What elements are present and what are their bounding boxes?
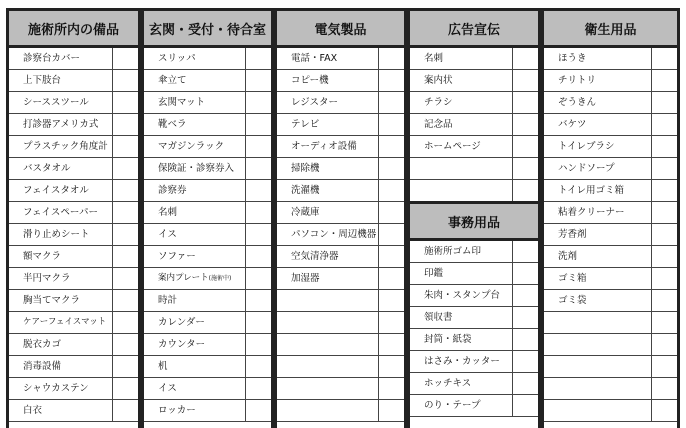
checkbox-cell[interactable] xyxy=(378,334,404,355)
item-label: ケアーフェイスマット xyxy=(23,317,107,327)
checkbox-cell[interactable] xyxy=(512,263,538,284)
checkbox-cell[interactable] xyxy=(378,224,404,245)
list-item xyxy=(410,285,538,307)
list-item xyxy=(9,92,138,114)
list-item xyxy=(277,246,404,268)
checkbox-cell[interactable] xyxy=(512,241,538,262)
list-item xyxy=(544,224,677,246)
item-label: 掃除機 xyxy=(291,163,320,174)
checkbox-cell[interactable] xyxy=(651,202,677,223)
item-label: バケツ xyxy=(558,119,587,130)
checkbox-cell[interactable] xyxy=(378,268,404,289)
item-label: シャウカステン xyxy=(23,383,89,394)
item-label: ゴミ袋 xyxy=(558,295,587,306)
item-label: 朱肉・スタンプ台 xyxy=(424,290,501,301)
list-item xyxy=(144,246,271,268)
list-item xyxy=(144,48,271,70)
list-item xyxy=(9,202,138,224)
item-label: 加湿器 xyxy=(291,273,320,284)
list-item xyxy=(9,224,138,246)
checkbox-cell[interactable] xyxy=(112,290,138,311)
checkbox-cell[interactable] xyxy=(245,224,271,245)
checkbox-cell[interactable] xyxy=(651,268,677,289)
checkbox-cell[interactable] xyxy=(112,400,138,421)
item-label: イス xyxy=(158,229,177,240)
item-label: 空気清浄器 xyxy=(291,251,339,262)
checkbox-cell[interactable] xyxy=(245,114,271,135)
checkbox-cell[interactable] xyxy=(651,356,677,377)
item-label: 領収書 xyxy=(424,312,453,323)
section-title: 広告宣伝 xyxy=(410,8,538,48)
checkbox-cell[interactable] xyxy=(378,92,404,113)
item-label: 芳香剤 xyxy=(558,229,587,240)
list-item xyxy=(144,356,271,378)
item-label: トイレブラシ xyxy=(558,141,615,152)
checkbox-cell[interactable] xyxy=(512,351,538,372)
list-item xyxy=(544,378,677,400)
list-item xyxy=(544,48,677,70)
item-label: 診察台カバー xyxy=(23,53,81,64)
item-label: 上下肢台 xyxy=(23,75,62,86)
list-item xyxy=(277,180,404,202)
list-item xyxy=(144,114,271,136)
list-item xyxy=(277,268,404,290)
item-label: 封筒・紙袋 xyxy=(424,334,472,345)
list-item xyxy=(277,312,404,334)
list-item xyxy=(144,224,271,246)
checkbox-cell[interactable] xyxy=(651,224,677,245)
list-item xyxy=(410,351,538,373)
checkbox-cell[interactable] xyxy=(378,202,404,223)
checkbox-cell[interactable] xyxy=(651,70,677,91)
list-item xyxy=(144,92,271,114)
checkbox-cell[interactable] xyxy=(245,92,271,113)
list-item xyxy=(277,136,404,158)
list-item xyxy=(144,136,271,158)
list-item xyxy=(410,48,538,70)
item-label: シーススツール xyxy=(23,97,89,108)
list-item xyxy=(144,158,271,180)
checkbox-cell[interactable] xyxy=(378,158,404,179)
list-item xyxy=(544,202,677,224)
checkbox-cell[interactable] xyxy=(512,48,538,69)
item-label: 診察券 xyxy=(158,185,187,196)
checkbox-cell[interactable] xyxy=(112,92,138,113)
checkbox-cell[interactable] xyxy=(378,356,404,377)
checkbox-cell[interactable] xyxy=(112,334,138,355)
checkbox-cell[interactable] xyxy=(245,158,271,179)
checkbox-cell[interactable] xyxy=(512,114,538,135)
list-item xyxy=(410,180,538,202)
list-item xyxy=(277,356,404,378)
item-label: 傘立て xyxy=(158,75,187,86)
checkbox-cell[interactable] xyxy=(245,136,271,157)
list-item xyxy=(144,290,271,312)
checkbox-cell[interactable] xyxy=(651,290,677,311)
checkbox-cell[interactable] xyxy=(651,180,677,201)
checkbox-cell[interactable] xyxy=(245,180,271,201)
checkbox-cell[interactable] xyxy=(512,329,538,350)
checkbox-cell[interactable] xyxy=(112,224,138,245)
checkbox-cell[interactable] xyxy=(245,246,271,267)
list-item xyxy=(144,334,271,356)
list-item xyxy=(9,312,138,334)
item-label: 時計 xyxy=(158,295,178,306)
checkbox-cell[interactable] xyxy=(245,70,271,91)
checkbox-cell[interactable] xyxy=(112,312,138,333)
checkbox-cell[interactable] xyxy=(651,246,677,267)
checkbox-cell[interactable] xyxy=(112,180,138,201)
item-label: 打診器アメリカ式 xyxy=(23,119,99,130)
checkbox-cell[interactable] xyxy=(112,48,138,69)
checkbox-cell[interactable] xyxy=(512,180,538,201)
checkbox-cell[interactable] xyxy=(378,136,404,157)
checkbox-cell[interactable] xyxy=(512,395,538,416)
checkbox-cell[interactable] xyxy=(512,373,538,394)
checkbox-cell[interactable] xyxy=(378,312,404,333)
checkbox-cell[interactable] xyxy=(651,378,677,399)
item-label: 記念品 xyxy=(424,119,453,130)
checkbox-cell[interactable] xyxy=(651,334,677,355)
checkbox-cell[interactable] xyxy=(112,378,138,399)
item-label: 洗濯機 xyxy=(291,185,320,196)
list-item xyxy=(410,263,538,285)
checkbox-cell[interactable] xyxy=(112,246,138,267)
section-advertising xyxy=(407,8,541,428)
checkbox-cell[interactable] xyxy=(112,158,138,179)
checkbox-cell[interactable] xyxy=(112,268,138,289)
list-item xyxy=(277,48,404,70)
item-label: カウンター xyxy=(158,339,206,350)
section-title: 施術所内の備品 xyxy=(9,8,138,48)
list-item xyxy=(9,246,138,268)
checkbox-cell[interactable] xyxy=(112,202,138,223)
item-label: 名刺 xyxy=(424,53,444,64)
checkbox-cell[interactable] xyxy=(512,92,538,113)
list-item xyxy=(544,290,677,312)
section-title: 衛生用品 xyxy=(544,8,677,48)
item-label: ハンドソープ xyxy=(558,163,615,174)
list-item xyxy=(544,334,677,356)
list-item xyxy=(9,180,138,202)
section-facility xyxy=(6,8,141,428)
list-item xyxy=(277,114,404,136)
item-label: 靴ベラ xyxy=(158,119,187,130)
list-item xyxy=(277,202,404,224)
checkbox-cell[interactable] xyxy=(378,70,404,91)
checkbox-cell[interactable] xyxy=(512,158,538,179)
list-item xyxy=(544,70,677,92)
item-label: イス xyxy=(158,383,177,394)
item-label: プラスチック角度計 xyxy=(23,141,108,152)
item-label: レジスター xyxy=(291,97,338,108)
item-label: 施術所ゴム印 xyxy=(424,246,482,257)
item-label: 電話・FAX xyxy=(291,53,338,64)
item-label: ホームページ xyxy=(424,141,481,152)
list-item xyxy=(544,136,677,158)
item-label: バスタオル xyxy=(23,163,71,174)
checkbox-cell[interactable] xyxy=(651,312,677,333)
item-label: 机 xyxy=(158,361,168,372)
item-label: 白衣 xyxy=(23,405,43,416)
checkbox-cell[interactable] xyxy=(512,307,538,328)
list-item xyxy=(544,246,677,268)
list-item xyxy=(144,202,271,224)
list-item xyxy=(544,180,677,202)
checkbox-cell[interactable] xyxy=(378,114,404,135)
item-label: ほうき xyxy=(558,53,587,64)
list-item xyxy=(410,329,538,351)
item-label: 半円マクラ xyxy=(23,273,71,284)
list-item xyxy=(544,114,677,136)
list-item xyxy=(410,373,538,395)
section-title: 事務用品 xyxy=(410,201,538,241)
item-label: 脱衣カゴ xyxy=(23,339,62,350)
checkbox-cell[interactable] xyxy=(245,378,271,399)
item-label: 胸当てマクラ xyxy=(23,295,81,306)
checkbox-cell[interactable] xyxy=(651,136,677,157)
item-label: 粘着クリーナー xyxy=(558,207,625,218)
item-label: トイレ用ゴミ箱 xyxy=(558,185,625,196)
item-label: 滑り止めシート xyxy=(23,229,90,240)
checkbox-cell[interactable] xyxy=(245,48,271,69)
checkbox-cell[interactable] xyxy=(112,136,138,157)
checkbox-cell[interactable] xyxy=(245,202,271,223)
list-item xyxy=(9,378,138,400)
item-label: 保険証・診察券入 xyxy=(158,163,235,174)
item-label: ゴミ箱 xyxy=(558,273,587,284)
checkbox-cell[interactable] xyxy=(378,378,404,399)
list-item xyxy=(9,158,138,180)
checkbox-cell[interactable] xyxy=(112,70,138,91)
checkbox-cell[interactable] xyxy=(378,48,404,69)
list-item xyxy=(9,70,138,92)
list-item xyxy=(9,356,138,378)
list-item xyxy=(544,268,677,290)
list-item xyxy=(544,356,677,378)
item-label: 案内プレート(施術中) xyxy=(158,273,232,283)
list-item xyxy=(410,395,538,417)
list-item xyxy=(277,378,404,400)
section-title: 電気製品 xyxy=(277,8,404,48)
list-item xyxy=(544,92,677,114)
item-label: チリトリ xyxy=(558,75,597,86)
item-label: オーディオ設備 xyxy=(291,141,357,152)
checkbox-cell[interactable] xyxy=(512,285,538,306)
checkbox-cell[interactable] xyxy=(245,334,271,355)
item-label: マガジンラック xyxy=(158,141,225,152)
list-item xyxy=(144,70,271,92)
list-item xyxy=(410,70,538,92)
list-item xyxy=(410,307,538,329)
section-title: 玄関・受付・待合室 xyxy=(144,8,271,48)
item-label: テレビ xyxy=(291,119,320,130)
section-electric xyxy=(274,8,407,428)
checkbox-cell[interactable] xyxy=(245,356,271,377)
list-item xyxy=(9,136,138,158)
item-label: ホッチキス xyxy=(424,378,472,389)
checkbox-cell[interactable] xyxy=(512,70,538,91)
checkbox-cell[interactable] xyxy=(245,400,271,421)
checkbox-cell[interactable] xyxy=(378,400,404,421)
checkbox-cell[interactable] xyxy=(245,290,271,311)
item-label: ロッカー xyxy=(158,405,196,416)
list-item xyxy=(277,334,404,356)
list-item xyxy=(410,158,538,180)
list-item xyxy=(9,290,138,312)
item-label: カレンダー xyxy=(158,317,205,328)
item-label: フェイスペーパー xyxy=(23,207,98,218)
list-item xyxy=(544,158,677,180)
checkbox-cell[interactable] xyxy=(378,290,404,311)
list-item xyxy=(277,290,404,312)
item-label: ソファー xyxy=(158,251,196,262)
list-item xyxy=(277,224,404,246)
list-item xyxy=(144,312,271,334)
list-item xyxy=(9,48,138,70)
checkbox-cell[interactable] xyxy=(651,114,677,135)
list-item xyxy=(9,114,138,136)
list-item xyxy=(410,136,538,158)
list-item xyxy=(544,312,677,334)
checkbox-cell[interactable] xyxy=(651,48,677,69)
checkbox-cell[interactable] xyxy=(112,356,138,377)
checkbox-cell[interactable] xyxy=(245,268,271,289)
section-entrance xyxy=(141,8,274,428)
item-label: パソコン・周辺機器 xyxy=(291,229,377,240)
item-label: スリッパ xyxy=(158,53,196,64)
item-label: 案内状 xyxy=(424,75,453,86)
checkbox-cell[interactable] xyxy=(512,136,538,157)
list-item xyxy=(277,158,404,180)
list-item xyxy=(410,92,538,114)
list-item xyxy=(277,92,404,114)
item-label: 玄関マット xyxy=(158,97,206,108)
checkbox-cell[interactable] xyxy=(651,158,677,179)
checkbox-cell[interactable] xyxy=(378,246,404,267)
section-hygiene xyxy=(541,8,680,428)
list-item xyxy=(9,334,138,356)
checkbox-cell[interactable] xyxy=(651,400,677,421)
item-label: はさみ・カッター xyxy=(424,356,500,367)
item-label: コピー機 xyxy=(291,75,329,86)
item-label: 印鑑 xyxy=(424,268,444,279)
item-label: 消毒設備 xyxy=(23,361,62,372)
item-label: 洗剤 xyxy=(558,251,578,262)
item-label: チラシ xyxy=(424,97,453,108)
checkbox-cell[interactable] xyxy=(378,180,404,201)
item-label: のり・テープ xyxy=(424,400,481,411)
item-note: (施術中) xyxy=(208,275,232,282)
checkbox-cell[interactable] xyxy=(245,312,271,333)
list-item xyxy=(144,378,271,400)
item-label: ぞうきん xyxy=(558,97,597,108)
item-label: 額マクラ xyxy=(23,251,62,262)
list-item xyxy=(277,70,404,92)
list-item xyxy=(410,241,538,263)
checkbox-cell[interactable] xyxy=(651,92,677,113)
list-item xyxy=(144,268,271,290)
list-item xyxy=(144,180,271,202)
list-item xyxy=(410,114,538,136)
item-label: 冷蔵庫 xyxy=(291,207,320,218)
item-label: フェイスタオル xyxy=(23,185,89,196)
item-label: 名刺 xyxy=(158,207,178,218)
list-item xyxy=(9,268,138,290)
checkbox-cell[interactable] xyxy=(112,114,138,135)
